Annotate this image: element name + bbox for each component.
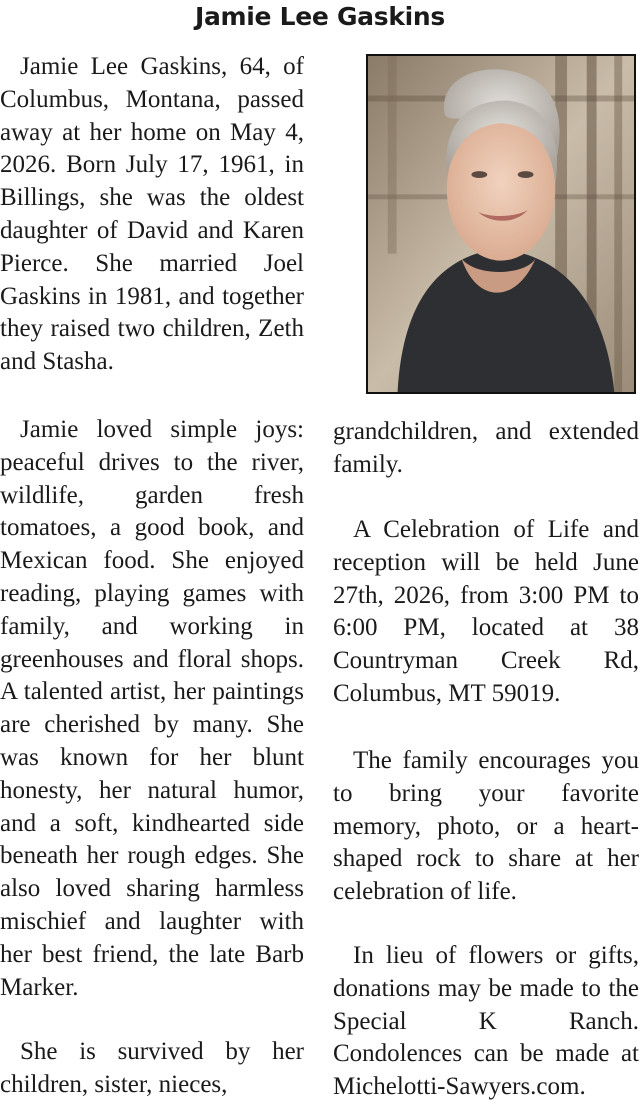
celebration-column xyxy=(333,514,639,711)
survived-paragraph-start: She is survived by her children, sister, nieces, xyxy=(0,1038,304,1098)
intro-column xyxy=(0,51,304,379)
joys-column xyxy=(0,414,304,1004)
obituary-title: Jamie Lee Gaskins xyxy=(194,2,446,31)
intro-paragraph: Jamie Lee Gaskins, 64, of Columbus, Montana, passed away at her home on May 4, 2026. Born July 17, 1961, in Billings, she was the oldest daughter of David and Karen Pierce. She married Joel Gaskins in 1981, and together they raised two children, Zeth and Stasha. xyxy=(0,53,304,376)
joys-paragraph: Jamie loved simple joys: peaceful drives to the river, wildlife, garden fresh tomatoes, a good book, and Mexican food. She enjoyed reading, playing games with family, and working in greenhouses and floral shops. A talented artist, her paintings are cherished by many. She was known for her blunt honesty, her natural humor, and a soft, kindhearted side beneath her rough edges. She also loved sharing harmless mischief and laughter with her best friend, the late Barb Marker. xyxy=(0,416,304,1001)
survived-column-end xyxy=(333,416,639,482)
encourage-column xyxy=(333,745,639,909)
survived-paragraph-end: grandchildren, and extended family. xyxy=(333,418,639,478)
donations-paragraph: In lieu of flowers or gifts, donations may be made to the Special K Ranch. Condolences can be made at Michelotti-Sawyers.com. xyxy=(333,942,639,1101)
portrait-image xyxy=(368,56,634,392)
survived-column-start xyxy=(0,1036,304,1102)
celebration-paragraph: A Celebration of Life and reception will be held June 27th, 2026, from 3:00 PM to 6:00 PM, located at 38 Countryman Creek Rd, Columbus, MT 59019. xyxy=(333,516,639,707)
encourage-paragraph: The family encourages you to bring your favorite memory, photo, or a heart-shaped rock to share at her celebration of life. xyxy=(333,747,639,906)
portrait-photo xyxy=(366,54,636,394)
donations-column xyxy=(333,940,639,1104)
